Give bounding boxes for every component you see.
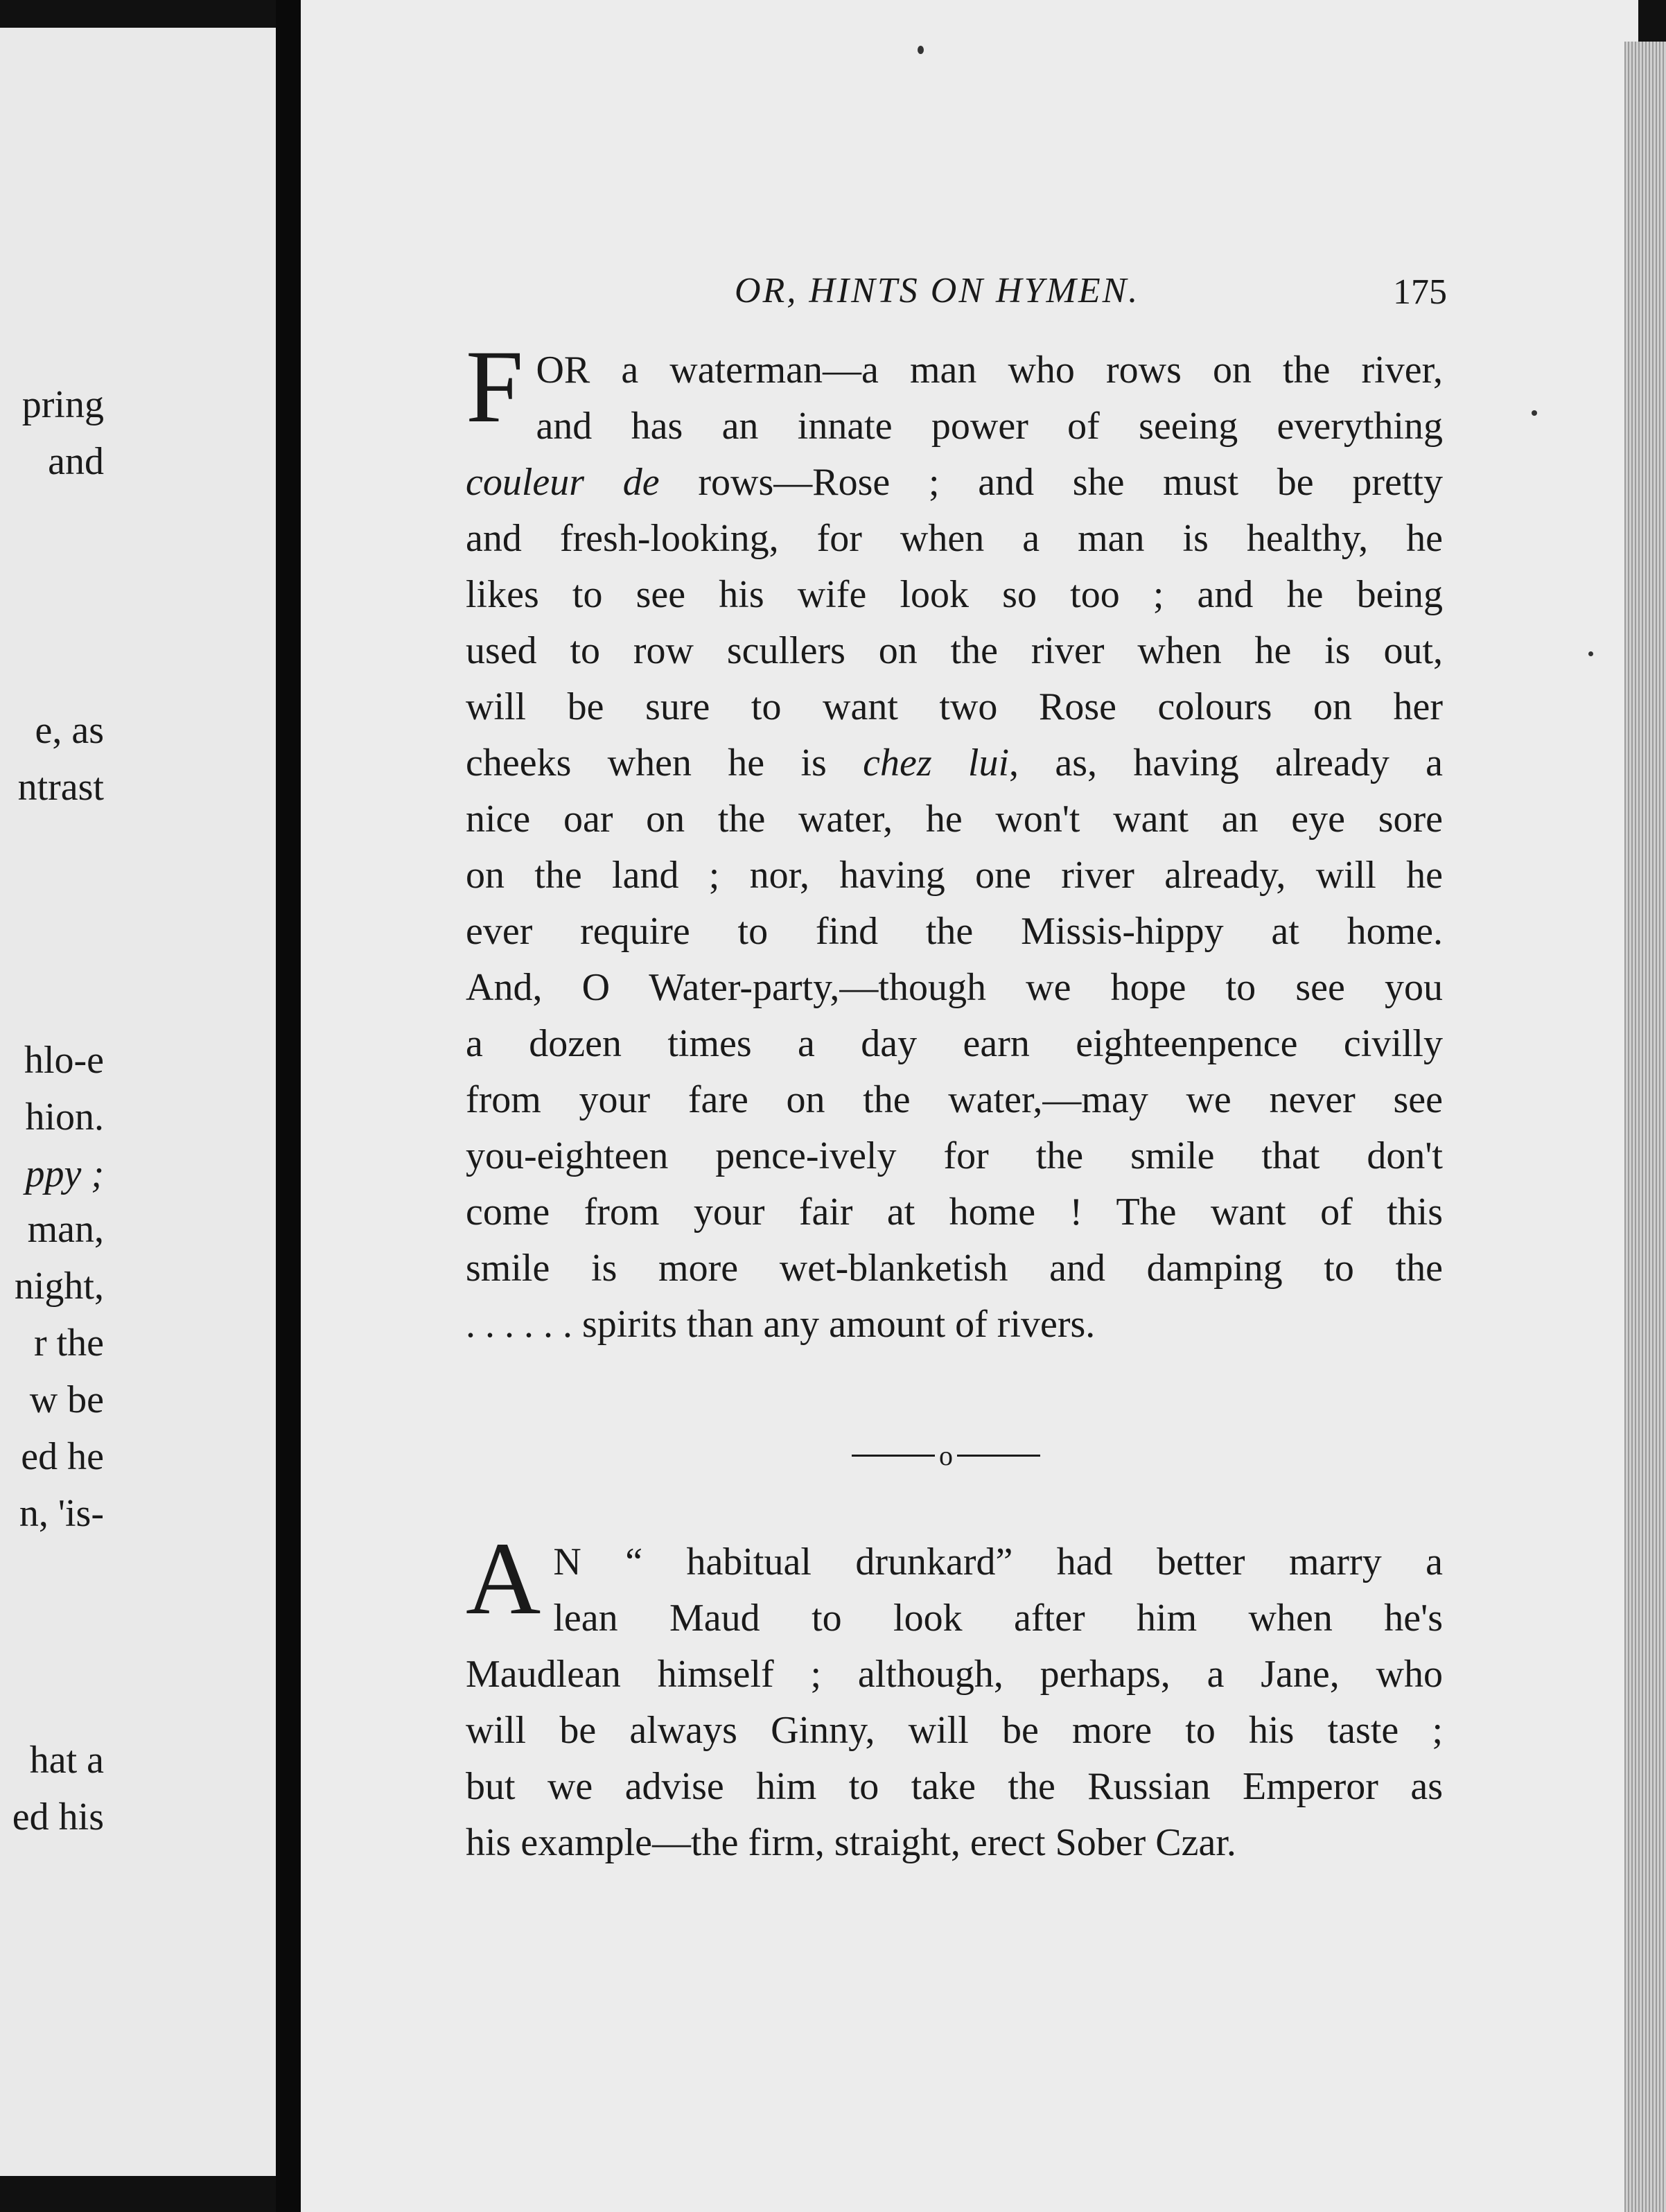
left-page-fragment: and [48,440,104,483]
text-line: lean Maud to look after him when he's [553,1597,1443,1640]
separator-mark: o [939,1439,953,1471]
left-page-fragment: ppy ; [25,1152,104,1195]
text-line: and has an innate power of seeing everything [536,405,1443,448]
text-line: his example—the firm, straight, erect Sober Czar. [466,1821,1236,1864]
left-page-fragment: e, as [35,709,104,752]
book-gutter [276,0,301,2212]
text-line: will be sure to want two Rose colours on her [466,685,1443,728]
italic-phrase: chez lui [863,741,1010,784]
running-head: OR, HINTS ON HYMEN. [735,271,1140,310]
page-number: 175 [1393,272,1447,312]
text-span: rows—Rose ; and she must be pretty [659,461,1443,504]
left-page-fragment: hat a [29,1739,104,1782]
left-page-fragment: w be [29,1378,104,1421]
drop-cap: F [466,329,524,444]
separator-rule [852,1455,935,1457]
left-page-fragment: hion. [25,1096,104,1139]
text-line: used to row scullers on the river when he is out, [466,629,1443,672]
left-page [0,28,276,2176]
page-edges [1624,42,1666,2212]
section-separator [839,1441,1053,1469]
text-line [466,735,1443,791]
paragraph-waterman [466,329,1443,1353]
text-span: cheeks when he is [466,741,863,784]
text-span: , as, having already a [1009,741,1443,784]
left-page-fragment: ed he [21,1435,104,1478]
text-line: you-eighteen pence-ively for the smile that don't [466,1134,1443,1177]
text-line: will be always Ginny, will be more to his taste ; [466,1709,1443,1752]
text-line: and fresh-looking, for when a man is healthy, he [466,517,1443,560]
left-page-fragment: hlo-e [24,1039,104,1082]
left-page-fragment: ntrast [17,766,104,809]
text-line: And, O Water-party,—though we hope to see you [466,966,1443,1009]
left-page-fragment: n, 'is- [19,1492,104,1535]
text-line: ever require to find the Missis-hippy at home. [466,910,1443,953]
left-page-fragment: pring [21,383,104,426]
text-line: . . . . . . spirits than any amount of rivers. [466,1303,1096,1346]
text-line [466,455,1443,511]
left-page-fragment: night, [14,1265,104,1308]
text-line: likes to see his wife look so too ; and he being [466,573,1443,616]
drop-cap: A [466,1521,541,1636]
speck [1532,410,1537,416]
paragraph-drunkard [466,1521,1443,1871]
text-line: nice oar on the water, he won't want an eye sore [466,798,1443,841]
text-line: from your fare on the water,—may we never see [466,1078,1443,1121]
text-line: OR a waterman—a man who rows on the river, [536,349,1443,392]
text-line: a dozen times a day earn eighteenpence civilly [466,1022,1443,1065]
separator-rule [957,1455,1040,1457]
left-page-fragment: man, [27,1208,104,1251]
text-line: but we advise him to take the Russian Emperor as [466,1765,1443,1808]
text-line: on the land ; nor, having one river already, will he [466,854,1443,897]
speck [1588,651,1593,656]
text-line: N “ habitual drunkard” had better marry a [553,1540,1443,1583]
left-page-fragment: r the [33,1322,104,1364]
italic-phrase: couleur de [466,461,660,504]
speck [918,46,924,54]
text-line: come from your fair at home ! The want of this [466,1191,1443,1234]
text-line: Maudlean himself ; although, perhaps, a Jane, who [466,1653,1443,1696]
text-line: smile is more wet-blanketish and damping to the [466,1247,1443,1290]
left-page-fragment: ed his [12,1796,104,1838]
